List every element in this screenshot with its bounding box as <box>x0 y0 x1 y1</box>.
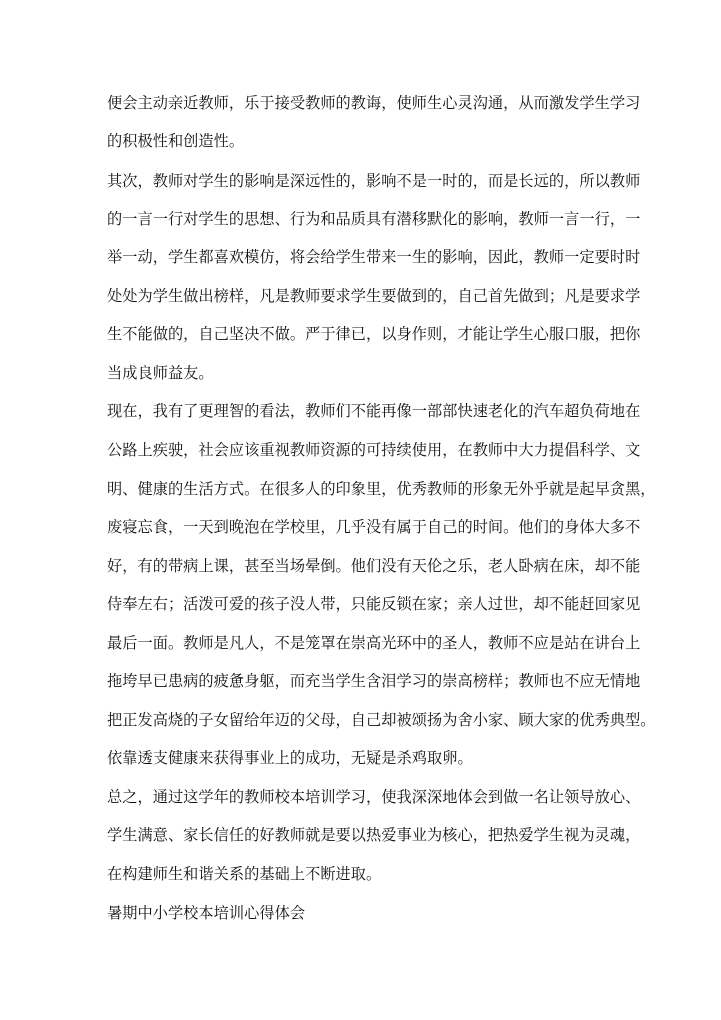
text-line-17: 把正发高烧的子女留给年迈的父母，自己却被颂扬为舍小家、顾大家的优秀典型。 <box>107 711 656 729</box>
text-line-16: 拖垮早已患病的疲惫身躯，而充当学生含泪学习的崇高榜样；教师也不应无情地 <box>107 672 641 690</box>
text-line-5: 举一动，学生都喜欢模仿，将会给学生带来一生的影响，因此，教师一定要时时 <box>107 248 641 266</box>
text-line-12: 废寝忘食，一天到晚泡在学校里，几乎没有属于自己的时间。他们的身体大多不 <box>107 518 641 536</box>
text-line-6: 处处为学生做出榜样，凡是教师要求学生要做到的，自己首先做到；凡是要求学 <box>107 287 641 305</box>
text-line-18: 依靠透支健康来获得事业上的成功，无疑是杀鸡取卵。 <box>107 749 473 767</box>
text-line-10: 公路上疾驶，社会应该重视教师资源的可持续使用，在教师中大力提倡科学、文 <box>107 441 641 459</box>
text-line-9: 现在，我有了更理智的看法，教师们不能再像一部部快速老化的汽车超负荷地在 <box>107 402 641 420</box>
text-line-1: 便会主动亲近教师，乐于接受教师的教诲，使师生心灵沟通，从而激发学生学习 <box>107 94 641 112</box>
text-line-11: 明、健康的生活方式。在很多人的印象里，优秀教师的形象无外乎就是起早贪黑， <box>107 480 656 498</box>
text-line-2: 的积极性和创造性。 <box>107 132 245 150</box>
text-line-4: 的一言一行对学生的思想、行为和品质具有潜移默化的影响，教师一言一行，一 <box>107 210 641 228</box>
text-line-20: 学生满意、家长信任的好教师就是要以热爱事业为核心，把热爱学生视为灵魂， <box>107 826 641 844</box>
text-line-3: 其次，教师对学生的影响是深远性的，影响不是一时的，而是长远的，所以教师 <box>107 172 641 190</box>
text-line-21: 在构建师生和谐关系的基础上不断进取。 <box>107 865 382 883</box>
text-line-15: 最后一面。教师是凡人，不是笼罩在崇高光环中的圣人，教师不应是站在讲台上 <box>107 634 641 652</box>
section-title: 暑期中小学校本培训心得体会 <box>107 904 306 922</box>
text-line-14: 侍奉左右；活泼可爱的孩子没人带，只能反锁在家；亲人过世，却不能赶回家见 <box>107 595 641 613</box>
text-line-13: 好，有的带病上课，甚至当场晕倒。他们没有天伦之乐，老人卧病在床，却不能 <box>107 557 641 575</box>
text-line-19: 总之，通过这学年的教师校本培训学习，使我深深地体会到做一名让领导放心、 <box>107 788 641 806</box>
text-line-7: 生不能做的，自己坚决不做。严于律已，以身作则，才能让学生心服口服，把你 <box>107 325 641 343</box>
text-line-8: 当成良师益友。 <box>107 364 214 382</box>
